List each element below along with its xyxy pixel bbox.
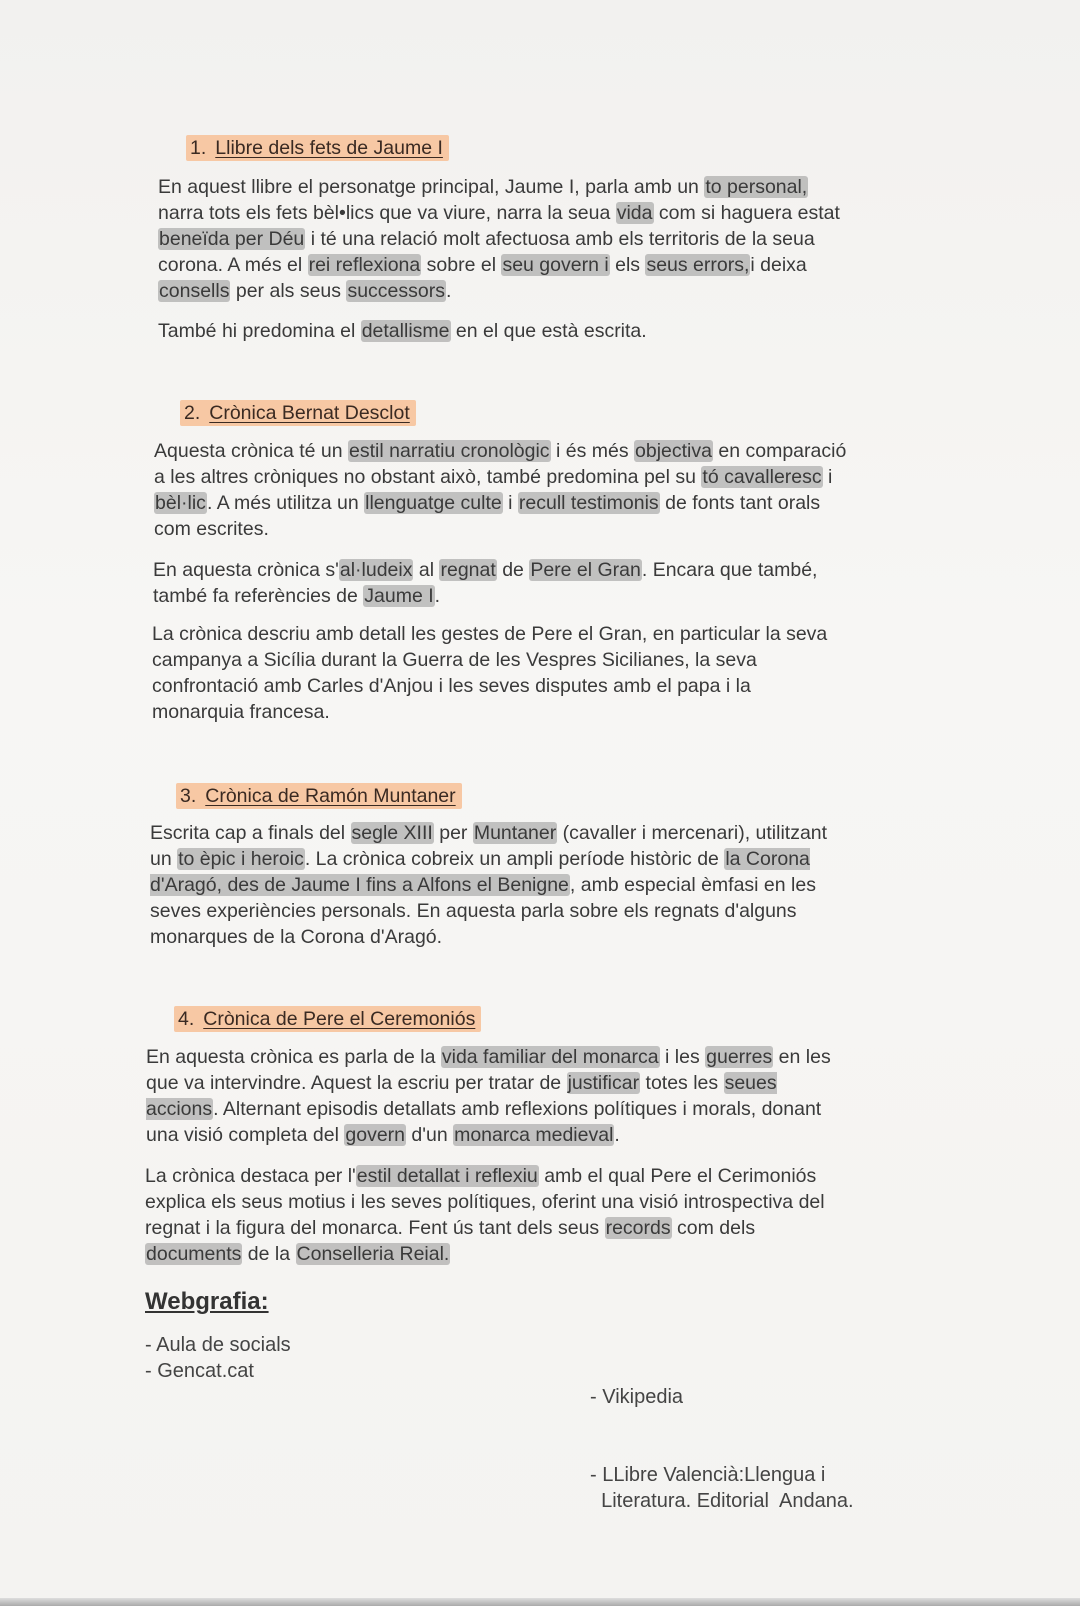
highlighted-text: bèl·lic [155,492,206,514]
highlighted-text: al·ludeix [339,559,413,581]
section-heading-2 [180,400,416,426]
section-heading-3 [176,783,462,809]
highlighted-text: Pere el Gran [530,559,641,581]
paragraph-text: En aquesta crònica es parla de la [146,1046,441,1068]
highlighted-text: estil narratiu cronològic [349,440,550,462]
section-1-paragraph-2 [158,318,918,344]
highlighted-text: seues accions [146,1072,777,1120]
highlighted-text: vida [616,202,653,224]
paragraph-text: En aquesta crònica s' [153,559,339,581]
paragraph-text: i [828,466,833,488]
paragraph-text: totes les [640,1072,724,1094]
highlighted-text: consells [159,280,230,302]
paragraph-text: amb el qual Pere el Cerimoniós explica els seus motius i les seves polítiques, oferint una visió introspectiva del regnat i la figura del monarca. Fent ús tant dels seus [145,1165,825,1239]
webgrafia-item: - Vikipedia [590,1386,684,1408]
paragraph-text: (cavaller i mercenari), utilitzant un [150,822,828,870]
section-3-paragraph-1 [150,820,910,950]
highlighted-text: detallisme [361,320,450,342]
paragraph-text: al [413,559,440,581]
paragraph-text: d'un [406,1124,454,1146]
highlighted-text: rei reflexiona [308,254,421,276]
highlighted-text: to èpic i heroic [178,848,304,870]
paragraph-text: de fonts tant orals com escrites. [154,492,821,540]
paragraph-text: els [609,254,646,276]
paragraph-text: i les [659,1046,706,1068]
heading-title: Llibre dels fets de Jaume I [215,137,443,159]
webgrafia-right-list [590,1332,854,1566]
paragraph-text: en les que va intervindre. Aquest la escriu per tratar de [146,1046,831,1094]
highlighted-text: vida familiar del monarca [441,1046,659,1068]
highlighted-text: beneïda per Déu [159,228,305,250]
paragraph-text: com si haguera estat [658,202,840,224]
highlighted-text: records [605,1217,671,1239]
paragraph-text: i té una relació molt afectuosa amb els territoris de la seua corona. A més el [158,228,815,276]
highlighted-text: la Corona d'Aragó, des de Jaume I fins a Alfons el Benigne [150,848,810,896]
section-4-paragraph-1 [146,1044,906,1148]
page-bottom-edge [0,1598,1080,1606]
paragraph-text: narra tots els fets bèl•lics que va viure, narra la seua [158,202,611,224]
highlighted-text: guerres [706,1046,773,1068]
paragraph-text: de [496,559,530,581]
paragraph-text: i [502,492,518,514]
highlighted-text: Muntaner [473,822,557,844]
highlighted-text: justificar [567,1072,640,1094]
paragraph-text: En aquest llibre el personatge principal, Jaume I, parla amb un [158,176,705,198]
webgrafia-left-list [145,1332,291,1384]
section-1-paragraph-1 [158,174,918,304]
webgrafia-item: - Aula de socials [145,1334,291,1356]
paragraph-text: Escrita cap a finals del [150,822,351,844]
paragraph-text: en comparació a les altres cròniques no obstant això, també predomina pel su [154,440,847,488]
highlighted-text: recull testimonis [518,492,659,514]
paragraph-text: . A més utilitza un [206,492,365,514]
paragraph-text: . La crònica cobreix un ampli període històric de [304,848,725,870]
heading-title: Crònica de Pere el Ceremoniós [203,1008,476,1030]
section-2-paragraph-1 [154,438,914,542]
heading-title: Crònica Bernat Desclot [209,402,410,424]
highlighted-text: estil detallat i reflexiu [356,1165,538,1187]
paragraph-text: i és més [550,440,634,462]
paragraph-text: . [434,585,441,607]
paragraph-text: També hi predomina el [158,320,361,342]
paragraph-text: de la [242,1243,296,1265]
highlighted-text: tó cavalleresc [702,466,822,488]
paragraph-text: i deixa [750,254,807,276]
paragraph-text: com dels [677,1217,756,1239]
paragraph-text: per [433,822,473,844]
paragraph-text: Aquesta crònica té un [154,440,349,462]
paragraph-text: . Encara que també, també fa referències de [153,559,818,607]
highlighted-text: seu govern i [502,254,609,276]
webgrafia-item: - Gencat.cat [145,1360,254,1382]
highlighted-text: monarca medieval [454,1124,614,1146]
heading-title: Crònica de Ramón Muntaner [205,785,456,807]
section-2-paragraph-2 [153,557,913,609]
paragraph-text: . Alternant episodis detallats amb reflexions polítiques i morals, donant una visió completa del [146,1098,822,1146]
section-2-paragraph-3 [152,621,912,725]
heading-number: 2. [184,402,201,424]
paragraph-text: La crònica descriu amb detall les gestes de Pere el Gran, en particular la seva campanya a Sicília durant la Guerra de les Vespres Sicilianes, la seva confrontació amb Carles d'Anjou i les seves disputes amb el papa i la monarquia francesa. [152,623,828,723]
section-4-paragraph-2 [145,1163,905,1267]
highlighted-text: objectiva [635,440,712,462]
paragraph-text: . [614,1124,620,1146]
highlighted-text: regnat [440,559,496,581]
paragraph-text: sobre el [421,254,502,276]
highlighted-text: Jaume I [364,585,434,607]
highlighted-text: successors [347,280,445,302]
paragraph-text: . [445,280,452,302]
highlighted-text: documents [146,1243,242,1265]
highlighted-text: seus errors, [646,254,750,276]
heading-number: 1. [190,137,207,159]
highlighted-text: Conselleria Reial. [296,1243,450,1265]
paragraph-text: La crònica destaca per l' [145,1165,356,1187]
paragraph-text: per als seus [230,280,347,302]
section-heading-1 [186,135,449,161]
highlighted-text: to personal, [705,176,808,198]
highlighted-text: segle XIII [351,822,433,844]
highlighted-text: llenguatge culte [365,492,502,514]
heading-number: 4. [178,1008,195,1030]
paragraph-text: en el que està escrita. [450,320,647,342]
paragraph-text: , amb especial èmfasi en les seves experiències personals. En aquesta parla sobre els regnats d'alguns monarques de la Corona d'Aragó. [150,874,816,948]
highlighted-text: govern [345,1124,405,1146]
heading-number: 3. [180,785,197,807]
webgrafia-heading: Webgrafia: [145,1288,269,1315]
section-heading-4 [174,1006,481,1032]
webgrafia-item: - LLibre Valencià:Llengua i Literatura. Editorial Andana. [590,1464,854,1512]
